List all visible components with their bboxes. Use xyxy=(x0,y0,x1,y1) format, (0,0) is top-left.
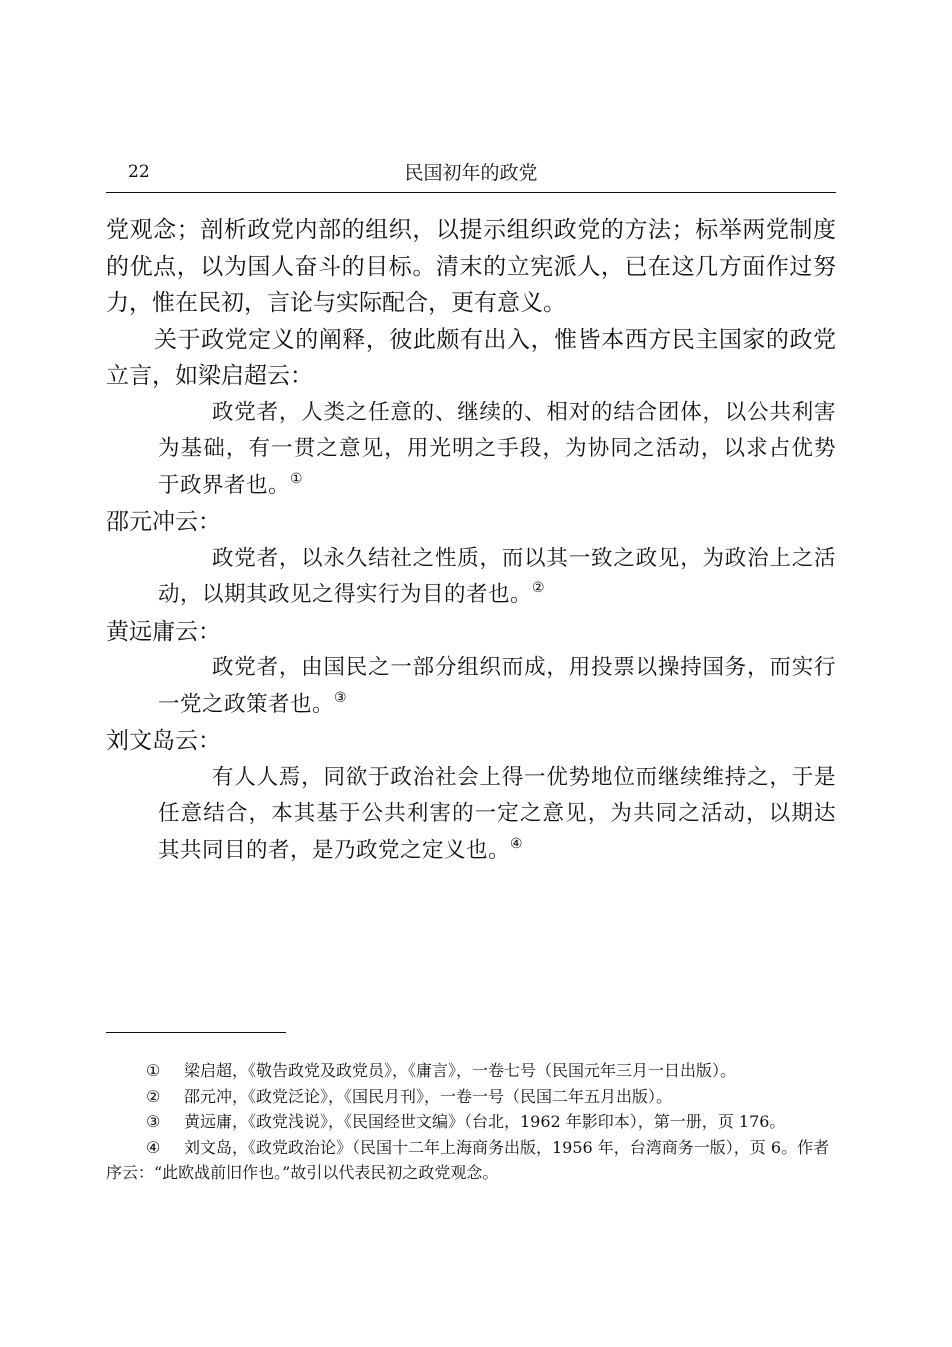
footnote-4 xyxy=(106,1135,836,1186)
footnote-text: 刘文岛，《政党政治论》（民国十二年上海商务出版，1956 年，台湾商务一版），页 6。作者序云：“此欧战前旧作也。”故引以代表民初之政党观念。 xyxy=(106,1137,830,1182)
footnote-ref: ③ xyxy=(334,689,348,706)
footnote-1 xyxy=(106,1058,836,1084)
quote-text: 政党者，人类之任意的、继续的、相对的结合团体，以公共利害为基础，有一贯之意见，用光明之手段，为协同之活动，以求占优势于政界者也。 xyxy=(158,399,836,498)
quote-liang-qichao xyxy=(106,395,836,505)
footnote-text: 黄远庸，《政党浅说》，《民国经世文编》（台北，1962 年影印本），第一册，页 176。 xyxy=(184,1112,786,1131)
quote-text: 政党者，由国民之一部分组织而成，用投票以操持国务，而实行一党之政策者也。 xyxy=(158,655,836,717)
footnote-mark: ① xyxy=(146,1061,161,1080)
footnote-2 xyxy=(106,1084,836,1110)
footnote-mark: ③ xyxy=(146,1112,161,1131)
quote-liu-wendao xyxy=(106,760,836,870)
footnote-ref: ① xyxy=(290,470,304,487)
body-text xyxy=(106,212,836,869)
header-rule xyxy=(106,192,836,193)
page-header xyxy=(106,158,836,192)
footnote-3 xyxy=(106,1109,836,1135)
speaker-shao-yuanchong: 邵元冲云： xyxy=(106,509,221,535)
footnotes xyxy=(106,1058,836,1186)
speaker-liu-wendao: 刘文岛云： xyxy=(106,728,221,754)
quote-text: 有人人焉，同欲于政治社会上得一优势地位而继续维持之，于是任意结合，本其基于公共利害的一定之意见，为共同之活动，以期达其共同目的者，是乃政党之定义也。 xyxy=(158,764,836,863)
quote-shao-yuanchong xyxy=(106,541,836,614)
page-number: 22 xyxy=(128,162,150,182)
footnote-rule xyxy=(106,1032,286,1033)
quote-huang-yuanyong xyxy=(106,650,836,723)
running-title: 民国初年的政党 xyxy=(404,162,538,184)
footnote-ref: ④ xyxy=(510,835,524,852)
quote-text: 政党者，以永久结社之性质，而以其一致之政见，为政治上之活动，以期其政见之得实行为目的者也。 xyxy=(158,545,836,607)
paragraph-2: 关于政党定义的阐释，彼此颇有出入，惟皆本西方民主国家的政党立言，如梁启超云： xyxy=(106,326,836,389)
footnote-mark: ④ xyxy=(146,1137,161,1157)
footnote-ref: ② xyxy=(532,580,546,596)
paragraph-1: 党观念；剖析政党内部的组织，以提示组织政党的方法；标举两党制度的优点，以为国人奋斗的目标。清末的立宪派人，已在这几方面作过努力，惟在民初，言论与实际配合，更有意义。 xyxy=(106,217,836,316)
footnote-text: 邵元冲，《政党泛论》，《国民月刊》，一卷一号（民国二年五月出版）。 xyxy=(184,1086,673,1106)
speaker-huang-yuanyong: 黄远庸云： xyxy=(106,618,221,645)
footnote-text: 梁启超，《敬告政党及政党员》，《庸言》，一卷七号（民国元年三月一日出版）。 xyxy=(184,1061,737,1080)
footnote-mark: ② xyxy=(146,1086,161,1106)
